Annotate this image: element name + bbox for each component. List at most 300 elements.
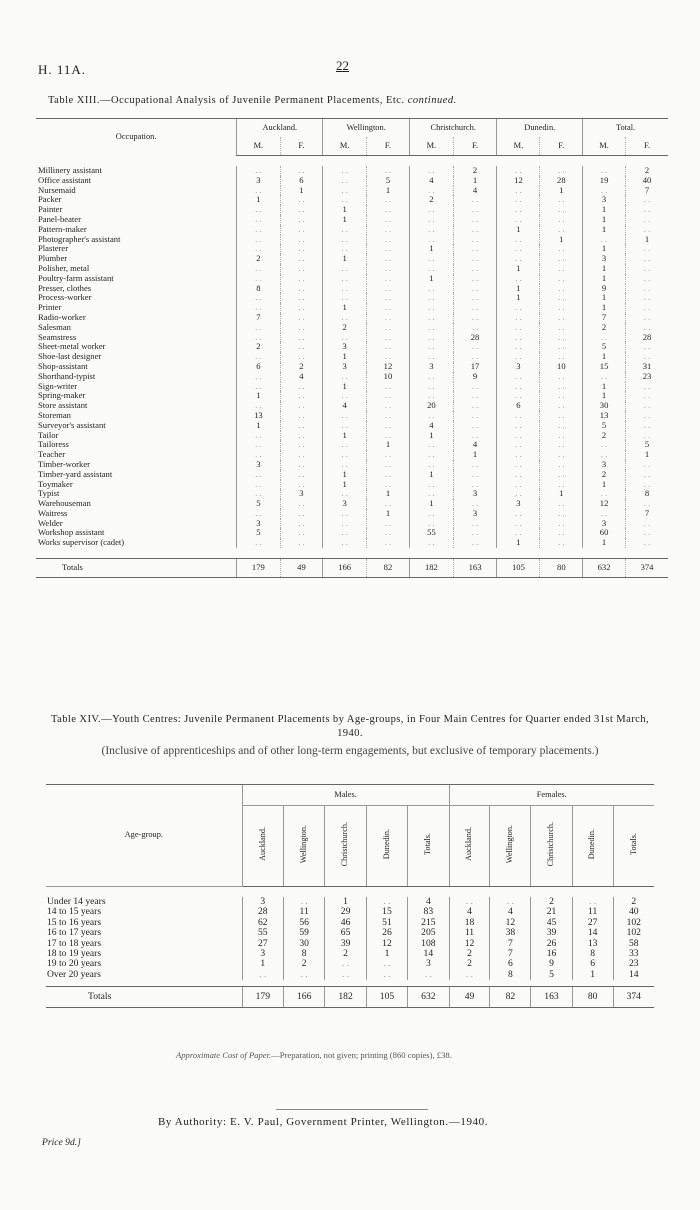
count-cell: 12: [366, 939, 407, 949]
count-cell: . .: [410, 284, 454, 294]
count-cell: . .: [453, 274, 497, 284]
count-cell: . .: [366, 411, 409, 421]
count-cell: . .: [280, 509, 323, 519]
count-cell: 2: [410, 195, 454, 205]
count-cell: . .: [237, 401, 280, 411]
table13-title-text: Table XIII.—Occupational Analysis of Juvenile Permanent Placements, Etc.: [48, 95, 405, 106]
count-cell: . .: [410, 440, 454, 450]
count-cell: 1: [583, 225, 626, 235]
count-cell: 3: [237, 460, 280, 470]
count-cell: . .: [366, 333, 409, 343]
count-cell: . .: [280, 284, 323, 294]
count-cell: . .: [280, 254, 323, 264]
count-cell: . .: [626, 519, 668, 529]
count-cell: . .: [540, 470, 583, 480]
count-cell: 2: [626, 166, 668, 176]
count-cell: . .: [410, 519, 454, 529]
table-row: [46, 970, 654, 980]
count-cell: 12: [449, 939, 490, 949]
count-cell: 205: [408, 928, 449, 938]
count-cell: . .: [323, 391, 367, 401]
count-cell: . .: [237, 431, 280, 441]
table-row: [36, 313, 668, 323]
count-cell: . .: [237, 440, 280, 450]
count-cell: . .: [410, 489, 454, 499]
count-cell: . .: [497, 166, 540, 176]
count-cell: . .: [449, 897, 490, 907]
count-cell: . .: [540, 225, 583, 235]
total-cell: 49: [449, 987, 490, 1008]
count-cell: . .: [280, 460, 323, 470]
count-cell: . .: [366, 352, 409, 362]
count-cell: 8: [283, 949, 324, 959]
count-cell: . .: [323, 460, 367, 470]
count-cell: 55: [242, 928, 283, 938]
spacer-row: [36, 548, 668, 559]
count-cell: . .: [280, 323, 323, 333]
count-cell: . .: [583, 509, 626, 519]
table-row: [36, 215, 668, 225]
table-row: [36, 489, 668, 499]
centre-column-header: [613, 806, 654, 887]
spacer-row: [46, 887, 654, 898]
occupation-cell: Surveyor's assistant: [38, 420, 106, 430]
count-cell: 8: [626, 489, 668, 499]
count-cell: . .: [626, 382, 668, 392]
count-cell: 3: [323, 362, 367, 372]
table-row: [36, 440, 668, 450]
count-cell: 2: [280, 362, 323, 372]
count-cell: . .: [280, 499, 323, 509]
count-cell: 1: [410, 499, 454, 509]
centre-header: Wellington.: [323, 119, 410, 138]
count-cell: 215: [408, 918, 449, 928]
centre-column-label: Wellington.: [505, 825, 515, 864]
count-cell: . .: [280, 333, 323, 343]
count-cell: . .: [325, 970, 366, 980]
count-cell: . .: [323, 235, 367, 245]
count-cell: . .: [453, 352, 497, 362]
count-cell: . .: [237, 372, 280, 382]
count-cell: . .: [540, 274, 583, 284]
count-cell: 2: [323, 323, 367, 333]
count-cell: . .: [540, 372, 583, 382]
count-cell: . .: [497, 421, 540, 431]
table-row: [36, 421, 668, 431]
count-cell: . .: [497, 254, 540, 264]
count-cell: . .: [497, 509, 540, 519]
centre-header: Total.: [583, 119, 668, 138]
count-cell: 7: [626, 509, 668, 519]
total-cell: 632: [583, 559, 626, 578]
totals-row: [36, 559, 668, 578]
count-cell: . .: [237, 352, 280, 362]
count-cell: 6: [497, 401, 540, 411]
count-cell: . .: [497, 372, 540, 382]
count-cell: 108: [408, 939, 449, 949]
count-cell: . .: [497, 342, 540, 352]
count-cell: 3: [583, 519, 626, 529]
count-cell: . .: [540, 382, 583, 392]
total-cell: 374: [613, 987, 654, 1008]
count-cell: . .: [323, 225, 367, 235]
occupation-cell: Poultry-farm assistant: [38, 273, 114, 283]
count-cell: . .: [497, 480, 540, 490]
age-group-header: Age-group.: [46, 785, 242, 887]
count-cell: . .: [280, 342, 323, 352]
occupation-cell: Shorthand-typist: [38, 371, 96, 381]
count-cell: 3: [583, 254, 626, 264]
count-cell: . .: [497, 244, 540, 254]
table-row: [46, 918, 654, 928]
count-cell: . .: [453, 235, 497, 245]
count-cell: 9: [531, 959, 572, 969]
count-cell: . .: [540, 166, 583, 176]
count-cell: . .: [583, 186, 626, 196]
table-row: [36, 333, 668, 343]
spacer-row: [36, 156, 668, 167]
count-cell: . .: [626, 274, 668, 284]
centre-column-header: [449, 806, 490, 887]
count-cell: . .: [540, 499, 583, 509]
count-cell: . .: [540, 391, 583, 401]
count-cell: . .: [497, 440, 540, 450]
count-cell: . .: [626, 284, 668, 294]
table-row: [36, 470, 668, 480]
count-cell: 5: [583, 421, 626, 431]
count-cell: 1: [325, 897, 366, 907]
occupation-cell: Tailoress: [38, 440, 69, 450]
count-cell: . .: [453, 313, 497, 323]
count-cell: . .: [626, 528, 668, 538]
count-cell: . .: [366, 391, 409, 401]
count-cell: . .: [497, 470, 540, 480]
count-cell: . .: [453, 215, 497, 225]
table-row: [36, 176, 668, 186]
count-cell: . .: [366, 401, 409, 411]
count-cell: . .: [626, 313, 668, 323]
count-cell: . .: [540, 411, 583, 421]
count-cell: 4: [453, 186, 497, 196]
count-cell: . .: [323, 411, 367, 421]
count-cell: 39: [325, 939, 366, 949]
count-cell: . .: [410, 313, 454, 323]
count-cell: . .: [453, 431, 497, 441]
count-cell: 9: [583, 284, 626, 294]
count-cell: . .: [325, 959, 366, 969]
count-cell: 2: [237, 254, 280, 264]
total-cell: 49: [280, 559, 323, 578]
count-cell: . .: [283, 897, 324, 907]
count-cell: 1: [583, 293, 626, 303]
count-cell: . .: [497, 195, 540, 205]
count-cell: 1: [497, 293, 540, 303]
occupation-cell: Printer: [38, 303, 62, 313]
table-row: [36, 274, 668, 284]
table14-title: Table XIV.—Youth Centres: Juvenile Permanent Placements by Age-groups, in Four Main Centres for Quarter ended 31st March, 1940.: [50, 714, 650, 739]
count-cell: 3: [280, 489, 323, 499]
count-cell: 39: [531, 928, 572, 938]
table-row: [36, 323, 668, 333]
count-cell: . .: [626, 303, 668, 313]
occupation-cell: Shop-assistant: [38, 361, 88, 371]
count-cell: . .: [410, 411, 454, 421]
spacer-cell: [46, 887, 654, 898]
count-cell: 18: [449, 918, 490, 928]
males-header: Males.: [242, 785, 449, 806]
count-cell: 1: [583, 382, 626, 392]
count-cell: . .: [410, 323, 454, 333]
count-cell: . .: [280, 528, 323, 538]
count-cell: . .: [366, 528, 409, 538]
count-cell: . .: [366, 215, 409, 225]
count-cell: . .: [280, 401, 323, 411]
count-cell: . .: [540, 538, 583, 548]
count-cell: 1: [583, 538, 626, 548]
total-cell: 105: [366, 987, 407, 1008]
occupation-cell: Packer: [38, 195, 62, 205]
age-group-cell: 18 to 19 years: [47, 948, 102, 960]
count-cell: . .: [366, 450, 409, 460]
count-cell: . .: [453, 342, 497, 352]
count-cell: 3: [237, 176, 280, 186]
count-cell: . .: [366, 431, 409, 441]
count-cell: . .: [237, 244, 280, 254]
count-cell: . .: [323, 528, 367, 538]
male-column-header: M.: [497, 137, 540, 156]
total-cell: 105: [497, 559, 540, 578]
count-cell: . .: [540, 313, 583, 323]
count-cell: 27: [572, 918, 613, 928]
count-cell: . .: [408, 970, 449, 980]
count-cell: . .: [626, 538, 668, 548]
occupation-cell: Millinery assistant: [38, 166, 102, 175]
count-cell: . .: [323, 264, 367, 274]
count-cell: . .: [497, 431, 540, 441]
count-cell: 1: [583, 352, 626, 362]
age-group-placements-table: [46, 784, 654, 1008]
count-cell: . .: [453, 499, 497, 509]
count-cell: 4: [323, 401, 367, 411]
count-cell: . .: [323, 421, 367, 431]
count-cell: 3: [410, 362, 454, 372]
male-column-header: M.: [237, 137, 280, 156]
age-group-cell: 19 to 20 years: [47, 958, 102, 970]
count-cell: 1: [366, 186, 409, 196]
count-cell: 28: [540, 176, 583, 186]
total-cell: 80: [572, 987, 613, 1008]
count-cell: . .: [280, 352, 323, 362]
count-cell: . .: [242, 970, 283, 980]
count-cell: 1: [242, 959, 283, 969]
table-row: [36, 362, 668, 372]
count-cell: . .: [540, 421, 583, 431]
count-cell: 4: [280, 372, 323, 382]
count-cell: 1: [583, 244, 626, 254]
table14-note: (Inclusive of apprenticeships and of other long-term engagements, but exclusive of temporary placements.): [101, 744, 599, 757]
count-cell: . .: [323, 333, 367, 343]
count-cell: 13: [572, 939, 613, 949]
count-cell: . .: [453, 225, 497, 235]
count-cell: . .: [237, 264, 280, 274]
count-cell: . .: [410, 303, 454, 313]
count-cell: . .: [626, 480, 668, 490]
count-cell: . .: [453, 244, 497, 254]
count-cell: . .: [453, 460, 497, 470]
count-cell: 3: [323, 342, 367, 352]
count-cell: 58: [613, 939, 654, 949]
count-cell: . .: [323, 509, 367, 519]
occupation-cell: Storeman: [38, 410, 71, 420]
count-cell: . .: [497, 215, 540, 225]
count-cell: 5: [626, 440, 668, 450]
count-cell: 7: [237, 313, 280, 323]
count-cell: 1: [572, 970, 613, 980]
count-cell: 1: [237, 391, 280, 401]
table-row: [36, 244, 668, 254]
count-cell: 13: [583, 411, 626, 421]
count-cell: . .: [323, 313, 367, 323]
count-cell: 23: [626, 372, 668, 382]
count-cell: . .: [366, 313, 409, 323]
count-cell: 11: [572, 907, 613, 917]
centre-column-label: Totals.: [628, 833, 638, 856]
count-cell: . .: [366, 382, 409, 392]
count-cell: . .: [280, 274, 323, 284]
count-cell: . .: [280, 205, 323, 215]
occupation-cell: Shoe-last designer: [38, 352, 102, 362]
centre-header: Christchurch.: [410, 119, 497, 138]
count-cell: . .: [323, 284, 367, 294]
count-cell: . .: [410, 391, 454, 401]
count-cell: 62: [242, 918, 283, 928]
count-cell: 12: [583, 499, 626, 509]
table-row: [36, 538, 668, 548]
table-row: [46, 928, 654, 938]
count-cell: 8: [237, 284, 280, 294]
centre-column-label: Auckland.: [257, 827, 267, 862]
count-cell: . .: [497, 450, 540, 460]
count-cell: . .: [237, 235, 280, 245]
count-cell: . .: [237, 480, 280, 490]
count-cell: . .: [237, 450, 280, 460]
count-cell: . .: [366, 225, 409, 235]
age-group-cell: 16 to 17 years: [47, 927, 102, 939]
table-row: [46, 907, 654, 917]
total-cell: 163: [531, 987, 572, 1008]
count-cell: . .: [366, 254, 409, 264]
count-cell: . .: [410, 235, 454, 245]
occupation-cell: Timber-yard assistant: [38, 469, 113, 479]
count-cell: 3: [497, 499, 540, 509]
count-cell: . .: [626, 323, 668, 333]
table-row: [36, 460, 668, 470]
count-cell: . .: [323, 450, 367, 460]
centre-column-label: Dunedin.: [381, 829, 391, 860]
count-cell: 2: [453, 166, 497, 176]
count-cell: 26: [531, 939, 572, 949]
count-cell: 4: [453, 440, 497, 450]
count-cell: . .: [540, 284, 583, 294]
count-cell: . .: [323, 176, 367, 186]
count-cell: 38: [490, 928, 531, 938]
occupation-cell: Pattern-maker: [38, 224, 87, 234]
centre-column-label: Christchurch.: [546, 822, 556, 867]
count-cell: . .: [453, 205, 497, 215]
count-cell: . .: [583, 489, 626, 499]
count-cell: 23: [613, 959, 654, 969]
count-cell: . .: [280, 411, 323, 421]
count-cell: 1: [410, 274, 454, 284]
count-cell: 30: [283, 939, 324, 949]
count-cell: 15: [366, 907, 407, 917]
count-cell: 2: [325, 949, 366, 959]
count-cell: . .: [410, 205, 454, 215]
age-group-cell: Over 20 years: [47, 968, 101, 980]
count-cell: . .: [410, 225, 454, 235]
count-cell: . .: [626, 342, 668, 352]
count-cell: . .: [237, 509, 280, 519]
count-cell: 3: [408, 959, 449, 969]
totals-label: Totals: [46, 987, 242, 1008]
count-cell: 1: [410, 431, 454, 441]
centre-column-header: [325, 806, 366, 887]
count-cell: . .: [583, 333, 626, 343]
count-cell: 28: [626, 333, 668, 343]
age-group-cell: Under 14 years: [47, 896, 106, 907]
occupation-cell: Spring-maker: [38, 391, 86, 401]
count-cell: 1: [366, 949, 407, 959]
count-cell: . .: [410, 450, 454, 460]
count-cell: 1: [453, 450, 497, 460]
occupation-cell: Typist: [38, 489, 60, 499]
count-cell: . .: [237, 323, 280, 333]
count-cell: 1: [453, 176, 497, 186]
cost-text: —Preparation, not given; printing (860 copies), £38.: [271, 1050, 452, 1060]
total-cell: 166: [323, 559, 367, 578]
count-cell: 4: [490, 907, 531, 917]
count-cell: 2: [583, 470, 626, 480]
count-cell: 1: [583, 303, 626, 313]
count-cell: . .: [540, 333, 583, 343]
count-cell: . .: [453, 519, 497, 529]
count-cell: . .: [453, 323, 497, 333]
total-cell: 82: [490, 987, 531, 1008]
count-cell: . .: [540, 460, 583, 470]
count-cell: . .: [410, 538, 454, 548]
count-cell: 1: [323, 254, 367, 264]
table-row: [36, 411, 668, 421]
count-cell: 83: [408, 907, 449, 917]
centre-header: Dunedin.: [497, 119, 583, 138]
count-cell: 2: [237, 342, 280, 352]
occupation-cell: Tailor: [38, 430, 59, 440]
count-cell: 2: [449, 959, 490, 969]
female-column-header: F.: [540, 137, 583, 156]
count-cell: . .: [497, 352, 540, 362]
count-cell: . .: [453, 284, 497, 294]
count-cell: . .: [237, 166, 280, 176]
count-cell: 6: [237, 362, 280, 372]
table-row: [36, 284, 668, 294]
count-cell: 1: [497, 284, 540, 294]
centre-column-label: Christchurch.: [340, 822, 350, 867]
count-cell: . .: [490, 897, 531, 907]
count-cell: . .: [237, 382, 280, 392]
count-cell: 2: [283, 959, 324, 969]
count-cell: . .: [280, 293, 323, 303]
count-cell: . .: [453, 421, 497, 431]
